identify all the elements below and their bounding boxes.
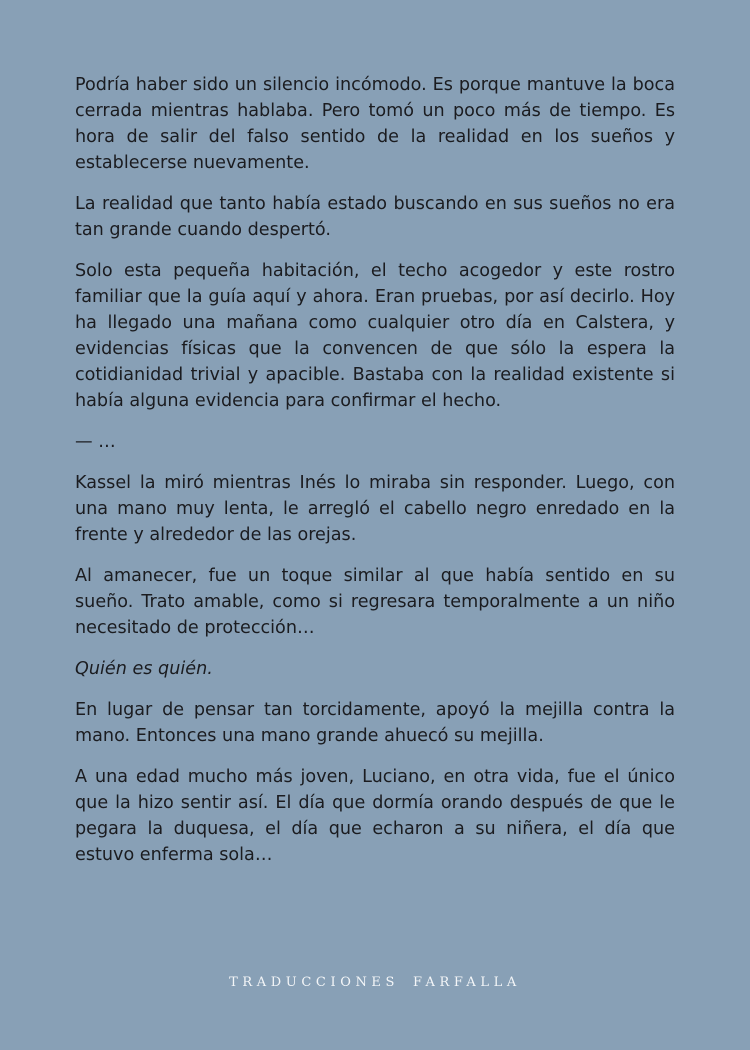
- italic-thought: Quién es quién.: [75, 659, 213, 679]
- paragraph-7: A una edad mucho más joven, Luciano, en otra vida, fue el único que la hizo sentir así. El día que dormía orando después de que le pegara la duquesa, el día que echaron a su niñera, el día que estuvo enferma sola…: [75, 767, 675, 865]
- paragraph-2: La realidad que tanto había estado buscando en sus sueños no era tan grande cuando despertó.: [75, 194, 675, 240]
- footer-word-2: FARFALLA: [413, 975, 521, 990]
- page-body: [75, 72, 675, 883]
- paragraph-5: Al amanecer, fue un toque similar al que había sentido en su sueño. Trato amable, como si regresara temporalmente a un niño necesitado de protección…: [75, 566, 675, 638]
- dialogue-dash: — …: [75, 432, 116, 452]
- footer-credit: [0, 975, 750, 990]
- paragraph-1: Podría haber sido un silencio incómodo. Es porque mantuve la boca cerrada mientras hablaba. Pero tomó un poco más de tiempo. Es hora de salir del falso sentido de la realidad en los sueños y establecerse nuevamente.: [75, 75, 675, 173]
- paragraph-6: En lugar de pensar tan torcidamente, apoyó la mejilla contra la mano. Entonces una mano grande ahuecó su mejilla.: [75, 700, 675, 746]
- paragraph-4: Kassel la miró mientras Inés lo miraba sin responder. Luego, con una mano muy lenta, le arregló el cabello negro enredado en la frente y alrededor de las orejas.: [75, 473, 675, 545]
- footer-word-1: TRADUCCIONES: [229, 975, 400, 990]
- paragraph-3: Solo esta pequeña habitación, el techo acogedor y este rostro familiar que la guía aquí y ahora. Eran pruebas, por así decirlo. Hoy ha llegado una mañana como cualquier otro día en Calstera, y evidencias físicas que la convencen de que sólo la espera la cotidianidad trivial y apacible. Bastaba con la realidad existente si había alguna evidencia para confirmar el hecho.: [75, 261, 675, 411]
